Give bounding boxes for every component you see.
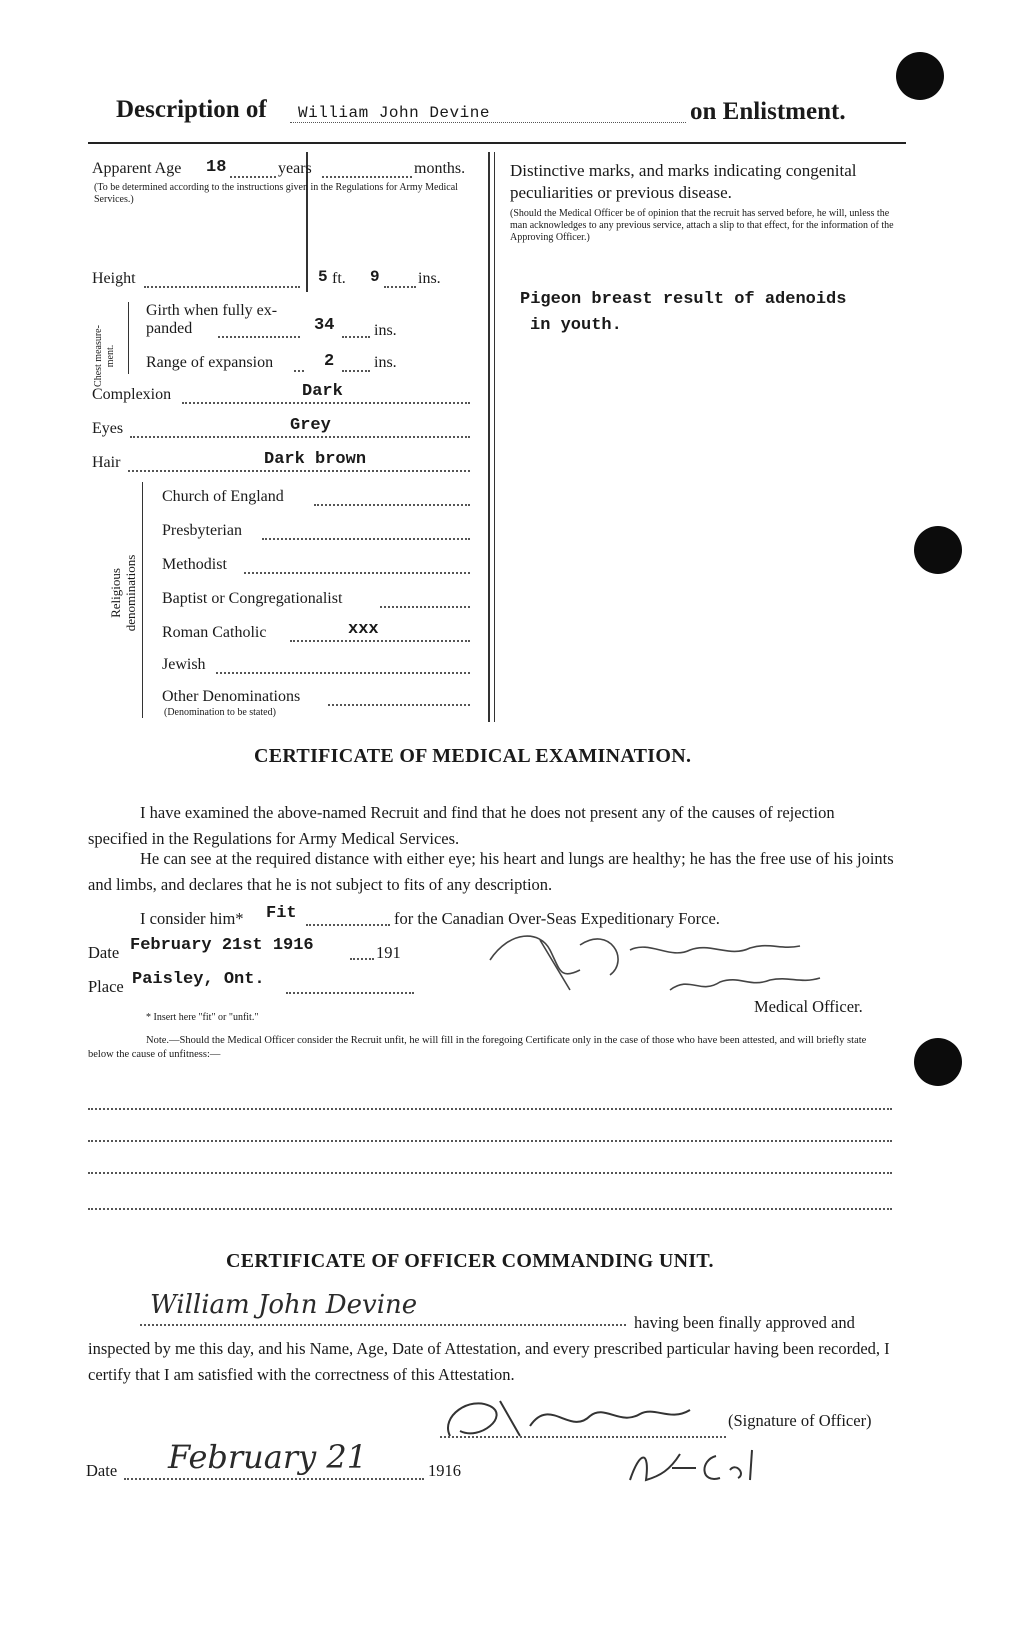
signature-line bbox=[440, 1436, 726, 1438]
religion-line-1 bbox=[314, 504, 470, 506]
range-in-line bbox=[342, 370, 370, 372]
religion-side-label bbox=[108, 518, 138, 668]
height-ft-value: 5 bbox=[318, 268, 328, 286]
religion-line-3 bbox=[244, 572, 470, 574]
center-divider-2 bbox=[494, 152, 495, 722]
place-line bbox=[286, 992, 414, 994]
complexion-value: Dark bbox=[302, 382, 343, 401]
hair-value: Dark brown bbox=[264, 450, 367, 469]
commanding-date-value: February 21 bbox=[168, 1438, 368, 1476]
medical-para-2: He can see at the required distance with either eye; his heart and lungs are healthy; he has the free use of his joints and limbs, and declares that he is not subject to fits of any description. bbox=[88, 849, 894, 894]
eyes-label: Eyes bbox=[92, 420, 124, 437]
girth-label-2: panded bbox=[146, 320, 193, 337]
religion-other: Other Denominations bbox=[162, 688, 301, 705]
fit-line bbox=[306, 924, 390, 926]
height-label: Height bbox=[92, 270, 136, 287]
ins-label: ins. bbox=[418, 270, 441, 287]
ft-label: ft. bbox=[332, 270, 346, 287]
religion-jewish: Jewish bbox=[162, 656, 206, 673]
age-note: (To be determined according to the instructions given in the Regulations for Army Medical Services.) bbox=[94, 182, 458, 205]
eyes-line bbox=[130, 436, 470, 438]
marks-line-1: Pigeon breast result of adenoids bbox=[520, 290, 847, 309]
commanding-title: CERTIFICATE OF OFFICER COMMANDING UNIT. bbox=[226, 1250, 714, 1272]
chest-brace bbox=[128, 302, 129, 374]
header-suffix: on Enlistment. bbox=[690, 98, 846, 125]
date-label: Date bbox=[88, 943, 120, 962]
medical-officer-signature bbox=[480, 920, 880, 1000]
religion-brace bbox=[142, 482, 143, 718]
religion-line-2 bbox=[262, 538, 470, 540]
fit-value: Fit bbox=[266, 904, 297, 923]
commanding-date-line bbox=[124, 1478, 424, 1480]
commanding-para: inspected by me this day, and his Name, Age, Date of Attestation, and every prescribed particular having been recorded, I certify that I am satisfied with the correctness of this Attestation. bbox=[88, 1339, 890, 1384]
denomination-note: (Denomination to be stated) bbox=[164, 707, 276, 718]
religion-methodist: Methodist bbox=[162, 556, 227, 573]
medical-title: CERTIFICATE OF MEDICAL EXAMINATION. bbox=[254, 745, 692, 767]
commanding-date-label: Date bbox=[86, 1461, 118, 1480]
age-value: 18 bbox=[206, 158, 227, 177]
place-value: Paisley, Ont. bbox=[132, 970, 265, 989]
medical-para-1: I have examined the above-named Recruit and find that he does not present any of the causes of rejection specified in the Regulations for Army Medical Services. bbox=[88, 803, 835, 848]
commanding-name: William John Devine bbox=[150, 1290, 418, 1320]
insert-note: * Insert here "fit" or "unfit." bbox=[146, 1012, 259, 1023]
age-label: Apparent Age bbox=[92, 160, 182, 177]
girth-value: 34 bbox=[314, 316, 335, 335]
girth-in-line bbox=[342, 336, 370, 338]
girth-ins-label: ins. bbox=[374, 322, 397, 339]
religion-line-6 bbox=[216, 672, 470, 674]
age-line bbox=[230, 176, 276, 178]
officer-rank-scrawl bbox=[620, 1440, 780, 1490]
consider-label: I consider him* bbox=[140, 909, 244, 928]
religion-line-7 bbox=[328, 704, 470, 706]
religion-side-label-1: Religious bbox=[108, 568, 123, 618]
hair-line bbox=[128, 470, 470, 472]
range-label: Range of expansion bbox=[146, 354, 274, 371]
complexion-label: Complexion bbox=[92, 386, 172, 403]
date-value: February 21st 1916 bbox=[130, 936, 314, 955]
religion-line-4 bbox=[380, 606, 470, 608]
punch-hole-lower bbox=[914, 1038, 962, 1086]
religion-presbyterian: Presbyterian bbox=[162, 522, 242, 539]
header-title bbox=[116, 96, 267, 124]
complexion-line bbox=[182, 402, 470, 404]
signature-label: (Signature of Officer) bbox=[728, 1411, 872, 1430]
punch-hole-middle bbox=[914, 526, 962, 574]
marks-note: (Should the Medical Officer be of opinion that the recruit has served before, he will, unless the man acknowledges to any previous service, attach a slip to that effect, for the information of the Approving Officer.) bbox=[510, 208, 894, 243]
marks-line-2: in youth. bbox=[530, 316, 622, 335]
place-label: Place bbox=[88, 977, 124, 996]
range-value: 2 bbox=[324, 352, 335, 371]
punch-hole-top bbox=[896, 52, 944, 100]
recruit-name: William John Devine bbox=[298, 104, 490, 122]
header-rule bbox=[88, 142, 906, 144]
commanding-line-1-rest: having been finally approved and bbox=[634, 1313, 855, 1332]
height-line bbox=[144, 286, 300, 288]
chest-side-label: Chest measure-ment. bbox=[93, 325, 116, 387]
religion-line-5 bbox=[290, 640, 470, 642]
unfit-line-1 bbox=[88, 1108, 892, 1110]
year-suffix: 191 bbox=[376, 943, 401, 962]
range-line bbox=[294, 370, 304, 372]
header-prefix: Description of bbox=[116, 96, 267, 123]
height-in-value: 9 bbox=[370, 268, 380, 286]
marks-heading: Distinctive marks, and marks indicating congenital peculiarities or previous disease. bbox=[510, 161, 857, 202]
years-label: years bbox=[278, 160, 312, 177]
force-text: for the Canadian Over-Seas Expeditionary Force. bbox=[394, 909, 720, 928]
range-ins-label: ins. bbox=[374, 354, 397, 371]
unfit-line-3 bbox=[88, 1172, 892, 1174]
header-name-line bbox=[290, 122, 686, 123]
months-label: months. bbox=[414, 160, 466, 177]
medical-officer-label: Medical Officer. bbox=[754, 997, 863, 1016]
hair-label: Hair bbox=[92, 454, 121, 471]
center-divider bbox=[488, 152, 490, 722]
religion-roman-catholic-mark: xxx bbox=[348, 620, 379, 639]
unfit-line-2 bbox=[88, 1140, 892, 1142]
commanding-date-year: 1916 bbox=[428, 1461, 461, 1480]
religion-roman-catholic: Roman Catholic bbox=[162, 624, 267, 641]
unfit-line-4 bbox=[88, 1208, 892, 1210]
years-line bbox=[322, 176, 412, 178]
unfit-note: Note.—Should the Medical Officer consider the Recruit unfit, he will fill in the foregoing Certificate only in the case of those who have been attested, and will briefly state below the cause of unfitness:— bbox=[88, 1035, 867, 1060]
date-line bbox=[350, 958, 374, 960]
religion-side-label-2: denominations bbox=[123, 554, 138, 632]
eyes-value: Grey bbox=[290, 416, 331, 435]
religion-church-of-england: Church of England bbox=[162, 488, 284, 505]
commanding-name-line bbox=[140, 1324, 626, 1326]
girth-line bbox=[218, 336, 300, 338]
girth-label-1: Girth when fully ex- bbox=[146, 302, 278, 319]
height-in-line bbox=[384, 286, 416, 288]
religion-baptist: Baptist or Congregationalist bbox=[162, 590, 343, 607]
